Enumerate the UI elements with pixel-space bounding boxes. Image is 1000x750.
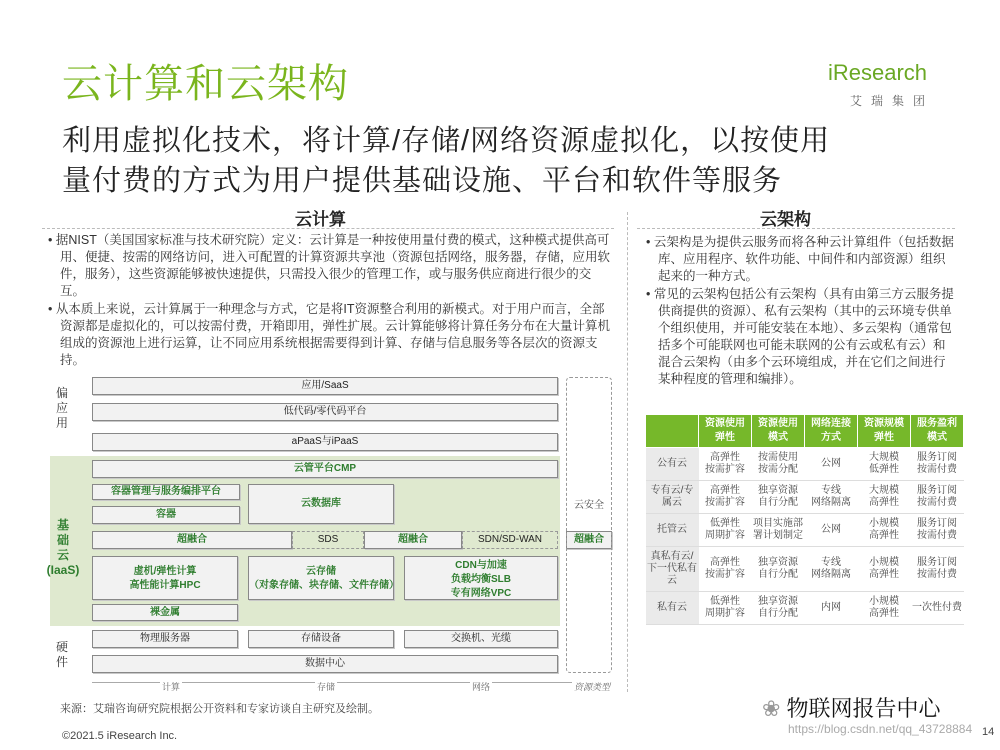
- header-usage-mode: 资源使用模式: [752, 415, 805, 448]
- axis-network: 网络: [472, 682, 491, 692]
- apaas-layer: aPaaS与iPaaS: [92, 433, 558, 451]
- axis-compute: 计算: [162, 682, 181, 692]
- page-title: 云计算和云架构: [62, 62, 349, 106]
- wechat-icon: ❀: [762, 696, 787, 721]
- security-column: [566, 377, 612, 673]
- vm-hpc-layer: 虚机/弹性计算 高性能计算HPC: [92, 556, 238, 600]
- app-layer-label: 偏 应 用: [55, 386, 68, 430]
- row-header: 托管云: [646, 514, 699, 547]
- saas-layer: 应用/SaaS: [92, 377, 558, 395]
- physical-server: 物理服务器: [92, 630, 238, 648]
- table-cell: 低弹性 周期扩容: [699, 514, 752, 547]
- header-elasticity: 资源使用弹性: [699, 415, 752, 448]
- row-header: 真私有云/下一代私有云: [646, 547, 699, 592]
- table-cell: 小规模 高弹性: [858, 547, 911, 592]
- header-scale: 资源规模弹性: [858, 415, 911, 448]
- page-number: 14: [982, 726, 995, 738]
- table-row: [646, 547, 964, 592]
- left-divider: [42, 228, 614, 229]
- table-cell: 专线 网络隔离: [805, 547, 858, 592]
- table-row: [646, 481, 964, 514]
- bullet-item: • 从本质上来说，云计算属于一种理念与方式，它是将IT资源整合利用的新模式。对于用户而言，全部资源都是虚拟化的，可以按需付费，开箱即用，弹性扩展。云计算能够将计算任务分布在大量计算机组成的资源池上进行运算，让不同应用系统根据需要得到计算、存储与信息服务等各层次的资源支持。: [48, 302, 611, 367]
- table-cell: 服务订阅 按需付费: [911, 547, 964, 592]
- bullet-item: • 常见的云架构包括公有云架构（具有由第三方云服务提供商提供的资源）、私有云架构（其中的云环境专供单个组织使用，并可能安装在本地）、多云架构（通常包括多个可能联网也可能未联网的公有云或私有云）和混合云架构（由多个云环境组成，并在它们之间进行某种程度的管理和编排）。: [646, 287, 954, 386]
- security-label: 云安全: [574, 500, 604, 511]
- wechat-watermark: [762, 692, 941, 723]
- cmp-layer: 云管平台CMP: [92, 460, 558, 478]
- axis-resource-type: 资源类型: [574, 682, 611, 692]
- container-mgmt-layer: 容器管理与服务编排平台: [92, 484, 240, 500]
- storage-device: 存储设备: [248, 630, 394, 648]
- table-row: [646, 592, 964, 625]
- table-cell: 高弹性 按需扩容: [699, 448, 752, 481]
- table-row: [646, 448, 964, 481]
- table-cell: 专线 网络隔离: [805, 481, 858, 514]
- hyperconverged-1: 超融合: [92, 531, 292, 549]
- iresearch-logo: iResearch: [828, 60, 928, 85]
- table-cell: 大规模 低弹性: [858, 448, 911, 481]
- sds-box: SDS: [292, 531, 364, 549]
- subtitle-line-2: 量付费的方式为用户提供基础设施、平台和软件等服务: [62, 165, 783, 197]
- iaas-label: 基 础 云 (IaaS): [46, 518, 80, 577]
- hyperconverged-2: 超融合: [364, 531, 462, 549]
- header-connection: 网络连接方式: [805, 415, 858, 448]
- logo-subtitle: 艾瑞集团: [850, 94, 935, 108]
- table-cell: 一次性付费: [911, 592, 964, 625]
- column-separator: [627, 212, 628, 692]
- axis-storage: 存储: [317, 682, 336, 692]
- table-cell: 独享资源 自行分配: [752, 481, 805, 514]
- table-cell: 项目实施部 署计划制定: [752, 514, 805, 547]
- bullet-item: • 云架构是为提供云服务而将各种云计算组件（包括数据库、应用程序、软件功能、中间件和内部资源）组织起来的一种方式。: [646, 235, 954, 283]
- cloud-architecture-bullets: [644, 234, 956, 389]
- table-cell: 按需使用 按需分配: [752, 448, 805, 481]
- table-cell: 高弹性 按需扩容: [699, 547, 752, 592]
- table-cell: 独享资源 自行分配: [752, 547, 805, 592]
- data-center: 数据中心: [92, 655, 558, 673]
- cloud-computing-bullets: [46, 232, 616, 370]
- row-header: 专有云/专属云: [646, 481, 699, 514]
- table-cell: 大规模 高弹性: [858, 481, 911, 514]
- url-watermark: https://blog.csdn.net/qq_43728884: [788, 722, 973, 736]
- table-cell: 公网: [805, 448, 858, 481]
- copyright: ©2021.5 iResearch Inc.: [62, 730, 178, 742]
- cloud-architecture-heading: 云架构: [760, 210, 811, 229]
- right-divider: [637, 228, 955, 229]
- bullet-item: • 据NIST（美国国家标准与技术研究院）定义：云计算是一种按使用量付费的模式，这种模式提供高可用、便捷、按需的网络访问，进入可配置的计算资源共享池（资源包括网络，服务器，存储，应用软件，服务），这些资源能够被快速提供，只需投入很少的管理工作，或与服务供应商进行很少的交互。: [48, 233, 611, 298]
- source-note: 来源：艾瑞咨询研究院根据公开资料和专家访谈自主研究及绘制。: [60, 703, 379, 715]
- cloud-database-layer: 云数据库: [248, 484, 394, 524]
- table-cell: 高弹性 按需扩容: [699, 481, 752, 514]
- container-layer: 容器: [92, 506, 240, 524]
- cloud-computing-heading: 云计算: [295, 210, 346, 229]
- sdn-box: SDN/SD-WAN: [462, 531, 558, 549]
- hardware-label: 硬 件: [55, 640, 68, 669]
- row-header: 私有云: [646, 592, 699, 625]
- table-cell: 独享资源 自行分配: [752, 592, 805, 625]
- network-layer: CDN与加速 负载均衡SLB 专有网络VPC: [404, 556, 558, 600]
- row-header: 公有云: [646, 448, 699, 481]
- hyperconverged-3: 超融合: [566, 531, 612, 549]
- table-cell: 低弹性 周期扩容: [699, 592, 752, 625]
- wechat-label: 物联网报告中心: [786, 696, 941, 721]
- table-row: [646, 514, 964, 547]
- table-cell: 内网: [805, 592, 858, 625]
- lowcode-layer: 低代码/零代码平台: [92, 403, 558, 421]
- table-cell: 公网: [805, 514, 858, 547]
- table-cell: 服务订阅 按需付费: [911, 481, 964, 514]
- table-cell: 小规模 高弹性: [858, 592, 911, 625]
- header-profit-model: 服务盈利模式: [911, 415, 964, 448]
- subtitle-line-1: 利用虚拟化技术，将计算/存储/网络资源虚拟化，以按使用: [62, 125, 831, 157]
- cloud-storage-layer: 云存储 （对象存储、块存储、文件存储）: [248, 556, 394, 600]
- table-cell: 服务订阅 按需付费: [911, 448, 964, 481]
- bare-metal-layer: 裸金属: [92, 604, 238, 621]
- table-cell: 小规模 高弹性: [858, 514, 911, 547]
- table-cell: 服务订阅 按需付费: [911, 514, 964, 547]
- cloud-comparison-table: [645, 414, 964, 625]
- table-corner: [646, 415, 699, 448]
- switch-cable: 交换机、光缆: [404, 630, 558, 648]
